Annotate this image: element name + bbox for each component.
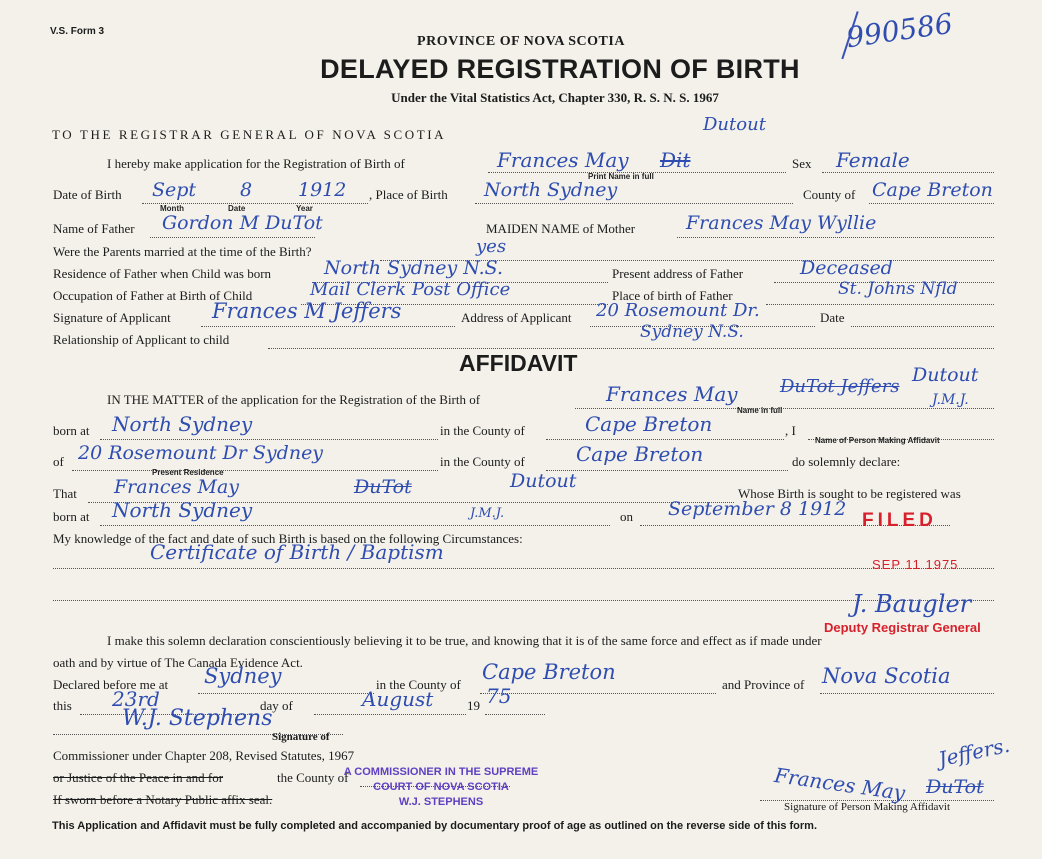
declaration-line-2: oath and by virtue of The Canada Evidence Act. xyxy=(53,655,303,670)
name-in-full-caption: Name in full xyxy=(737,406,783,415)
occupation-father-value: Mail Clerk Post Office xyxy=(310,279,511,300)
declared-at-value: Sydney xyxy=(204,664,282,688)
footer-note: This Application and Affidavit must be fully completed and accompanied by documentary proof of age as outlined on the reverse side of this form. xyxy=(52,820,818,832)
day-value: 23rd xyxy=(112,687,160,711)
dob-month: Sept xyxy=(152,179,197,201)
relationship-label: Relationship of Applicant to child xyxy=(53,332,230,347)
addressee: TO THE REGISTRAR GENERAL OF NOVA SCOTIA xyxy=(52,127,447,142)
on-label: on xyxy=(620,509,633,524)
this-label: this xyxy=(53,698,72,713)
that-correction: Dutout xyxy=(510,470,577,492)
filed-date-stamp: SEP 11 1975 xyxy=(872,557,959,572)
child-name: Frances May xyxy=(497,148,629,172)
aff-initials: J.M.J. xyxy=(932,392,969,408)
place-birth-father-label: Place of birth of Father xyxy=(612,288,733,303)
county-label: County of xyxy=(803,187,856,202)
born-at-2-value: North Sydney xyxy=(112,498,253,522)
filed-stamp: FILED xyxy=(862,510,937,531)
affidavit-heading: AFFIDAVIT xyxy=(459,350,578,376)
address-applicant-label: Address of Applicant xyxy=(461,310,572,325)
aff-county-value: Cape Breton xyxy=(585,412,713,436)
place-of-birth-label: , Place of Birth xyxy=(369,187,448,202)
signature-person-caption: Signature of Person Making Affidavit xyxy=(784,801,950,813)
registration-number: 990586 xyxy=(844,6,955,55)
deputy-registrar-stamp: Deputy Registrar General xyxy=(824,620,981,635)
aff-res-county-value: Cape Breton xyxy=(576,442,704,466)
occupation-father-label: Occupation of Father at Birth of Child xyxy=(53,288,253,303)
residence-father-label: Residence of Father when Child was born xyxy=(53,266,272,281)
mother-maiden-label: MAIDEN NAME of Mother xyxy=(486,221,636,236)
date-label: Date xyxy=(820,310,845,325)
commissioner-signature: W.J. Stephens xyxy=(122,706,273,731)
the-county-of-label: the County of xyxy=(277,770,349,785)
that-struck: DuTot xyxy=(354,476,412,498)
county-value: Cape Breton xyxy=(872,179,993,201)
commissioner-stamp-line-1: A COMMISSIONER IN THE SUPREME xyxy=(343,766,539,778)
signature-applicant-label: Signature of Applicant xyxy=(53,310,171,325)
comma-i-label: , I xyxy=(785,423,796,438)
form-subtitle: Under the Vital Statistics Act, Chapter 330, R. S. N. S. 1967 xyxy=(391,90,719,105)
dob-date: 8 xyxy=(240,179,253,201)
aff-county-label: in the County of xyxy=(440,423,525,438)
aff-res-county-label: in the County of xyxy=(440,454,525,469)
registrar-signature: J. Baugler xyxy=(852,590,972,618)
of-label: of xyxy=(53,454,64,469)
born-at-label: born at xyxy=(53,423,90,438)
aff-struck-name: DuTot Jeffers xyxy=(780,376,900,397)
aff-born-at-value: North Sydney xyxy=(112,412,253,436)
declaration-line-1: I make this solemn declaration conscientiously believing it to be true, and knowing that it is of the same force and effect as if made under xyxy=(107,633,822,648)
place-birth-father-value: St. Johns Nfld xyxy=(838,279,958,299)
print-name-caption: Print Name in full xyxy=(588,172,654,181)
that-label: That xyxy=(53,486,77,501)
parents-married-value: yes xyxy=(476,236,507,257)
application-intro: I hereby make application for the Registration of Birth of xyxy=(107,156,405,171)
person-affidavit-caption: Name of Person Making Affidavit xyxy=(815,436,940,445)
mother-maiden-value: Frances May Wyllie xyxy=(686,212,877,234)
whose-birth-label: Whose Birth is sought to be registered was xyxy=(738,486,961,501)
father-name-label: Name of Father xyxy=(53,221,135,236)
applicant-signature: Frances M Jeffers xyxy=(212,299,402,323)
month-value: August xyxy=(362,687,434,711)
month-caption: Month xyxy=(160,204,184,213)
declared-province-value: Nova Scotia xyxy=(822,664,951,688)
year-value: 75 xyxy=(486,684,512,708)
present-address-father-label: Present address of Father xyxy=(612,266,744,281)
affiant-signature: Frances May xyxy=(772,762,907,806)
day-of-label: day of xyxy=(260,698,293,713)
aff-correction: Dutout xyxy=(912,364,979,386)
surname-correction: Dutout xyxy=(703,114,766,135)
do-solemnly-label: do solemnly declare: xyxy=(792,454,901,469)
commissioner-stamp-line-3: W.J. STEPHENS xyxy=(398,796,484,808)
in-the-matter-label: IN THE MATTER of the application for the Registration of the Birth of xyxy=(107,392,481,407)
declared-before-label: Declared before me at xyxy=(53,677,169,692)
knowledge-label: My knowledge of the fact and date of such Birth is based on the following Circumstances: xyxy=(53,531,523,546)
aff-child-name: Frances May xyxy=(606,382,738,406)
form-title: DELAYED REGISTRATION OF BIRTH xyxy=(320,54,800,84)
present-address-father-value: Deceased xyxy=(800,257,893,279)
circumstances-value: Certificate of Birth / Baptism xyxy=(150,540,444,564)
parents-married-label: Were the Parents married at the time of the Birth? xyxy=(53,244,312,259)
affiant-correction: Jeffers. xyxy=(936,732,1012,772)
that-name: Frances May xyxy=(114,476,240,498)
commissioner-label: Commissioner under Chapter 208, Revised Statutes, 1967 xyxy=(53,748,355,763)
declared-county-value: Cape Breton xyxy=(482,660,616,684)
born-on-value: September 8 1912 xyxy=(668,498,847,520)
declared-county-label: in the County of xyxy=(376,677,461,692)
sex-label: Sex xyxy=(792,156,812,171)
sex-value: Female xyxy=(836,148,910,172)
aff-residence-value: 20 Rosemount Dr Sydney xyxy=(78,442,324,464)
applicant-address: 20 Rosemount Dr. xyxy=(596,300,760,321)
child-surname-struck: Dit xyxy=(660,148,691,172)
year-19-label: 19 xyxy=(467,698,480,713)
present-residence-caption: Present Residence xyxy=(152,468,224,477)
dob-label: Date of Birth xyxy=(53,187,122,202)
signature-of-caption: Signature of xyxy=(272,731,330,743)
notary-label: If sworn before a Notary Public affix seal. xyxy=(53,792,273,807)
applicant-address-2: Sydney N.S. xyxy=(640,322,744,342)
date-caption: Date xyxy=(228,204,246,213)
year-caption: Year xyxy=(296,204,313,213)
place-of-birth-value: North Sydney xyxy=(484,179,618,201)
affiant-struck: DuTot xyxy=(926,776,984,798)
province-heading: PROVINCE OF NOVA SCOTIA xyxy=(417,34,625,49)
dob-year: 1912 xyxy=(298,179,347,201)
commissioner-stamp-line-2: COURT OF NOVA SCOTIA xyxy=(373,781,509,793)
residence-father-value: North Sydney N.S. xyxy=(324,257,504,279)
father-name-value: Gordon M DuTot xyxy=(162,212,323,234)
form-number: V.S. Form 3 xyxy=(50,26,105,37)
born-at-2-label: born at xyxy=(53,509,90,524)
justice-label: or Justice of the Peace in and for xyxy=(53,770,224,785)
and-province-label: and Province of xyxy=(722,677,805,692)
initials-2: J.M.J. xyxy=(470,506,505,521)
